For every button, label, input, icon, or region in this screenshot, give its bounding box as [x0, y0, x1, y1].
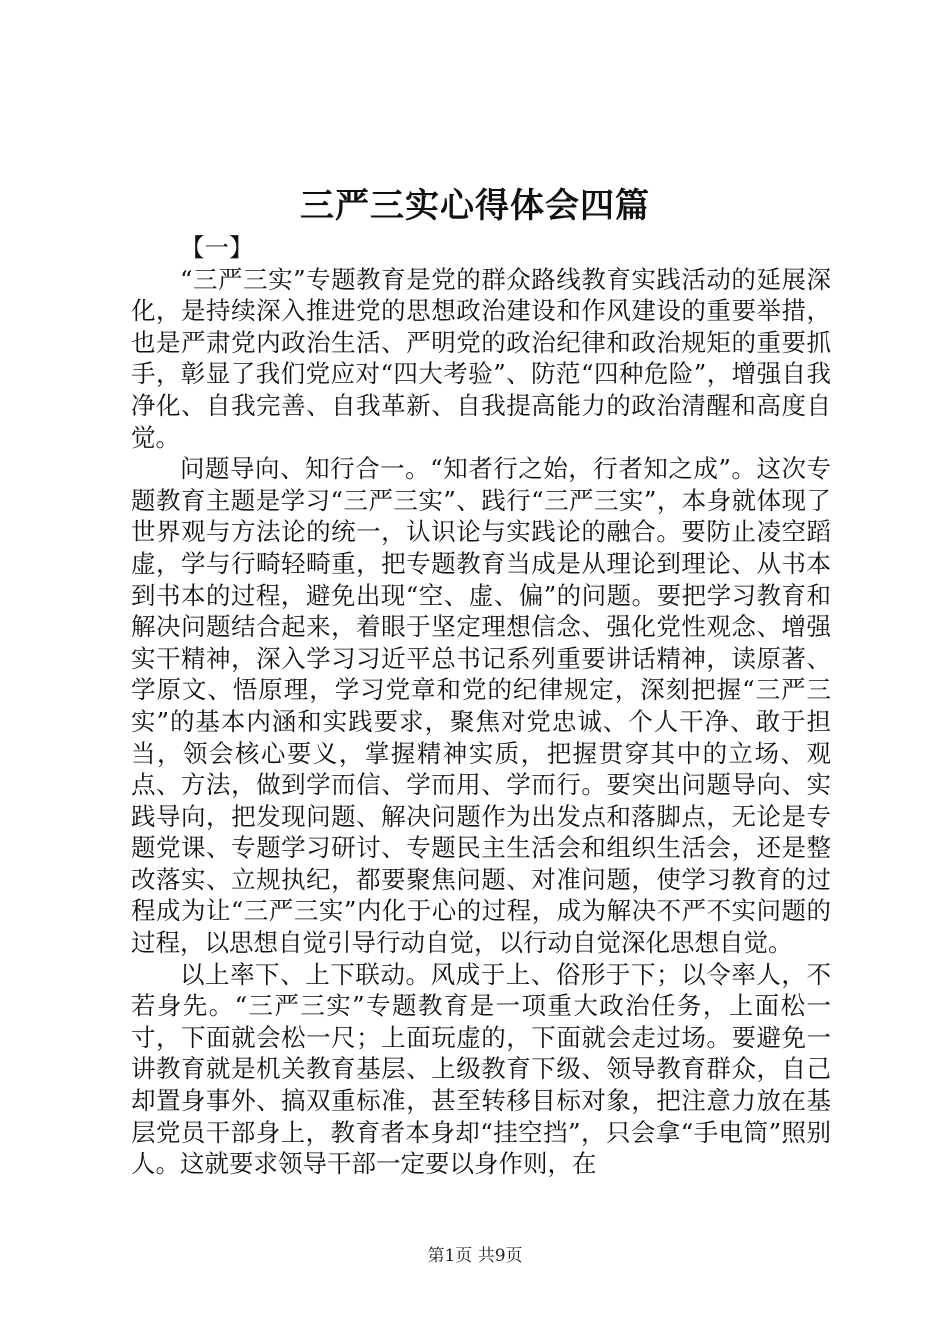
page-footer: 第1页 共9页 [427, 1246, 523, 1266]
paragraph-2: 问题导向、知行合一。“知者行之始，行者知之成”。这次专题教育主题是学习“三严三实”、践行“三严三实”，本身就体现了世界观与方法论的统一，认识论与实践论的融合。要防止凌空蹈虚，学与行畸轻畸重，把专题教育当成是从理论到理论、从书本到书本的过程，避免出现“空、虚、偏”的问题。要把学习教育和解决问题结合起来，着眼于坚定理想信念、强化党性观念、增强实干精神，深入学习习近平总书记系列重要讲话精神，读原著、学原文、悟原理，学习党章和党的纪律规定，深刻把握“三严三实”的基本内涵和实践要求，聚焦对党忠诚、个人干净、敢于担当，领会核心要义，掌握精神实质，把握贯穿其中的立场、观点、方法，做到学而信、学而用、学而行。要突出问题导向、实践导向，把发现问题、解决问题作为出发点和落脚点，无论是专题党课、专题学习研讨、专题民主生活会和组织生活会，还是整改落实、立规执纪，都要聚焦问题、对准问题，使学习教育的过程成为让“三严三实”内化于心的过程，成为解决不严不实问题的过程，以思想自觉引导行动自觉，以行动自觉深化思想自觉。 [131, 454, 831, 958]
paragraph-1: “三严三实”专题教育是党的群众路线教育实践活动的延展深化，是持续深入推进党的思想政治建设和作风建设的重要举措，也是严肃党内政治生活、严明党的政治纪律和政治规矩的重要抓手，彰显了我们党应对“四大考验”、防范“四种危险”，增强自我净化、自我完善、自我革新、自我提高能力的政治清醒和高度自觉。 [131, 264, 831, 452]
document-body [131, 232, 831, 1180]
paragraph-3: 以上率下、上下联动。风成于上、俗形于下；以令率人，不若身先。“三严三实”专题教育是一项重大政治任务，上面松一寸，下面就会松一尺；上面玩虚的，下面就会走过场。要避免一讲教育就是机关教育基层、上级教育下级、领导教育群众，自己却置身事外、搞双重标准，甚至转移目标对象，把注意力放在基层党员干部身上，教育者本身却“挂空挡”，只会拿“手电筒”照别人。这就要求领导干部一定要以身作则，在 [131, 959, 831, 1179]
section-heading: 【一】 [180, 233, 254, 262]
document-title: 三严三实心得体会四篇 [300, 186, 650, 226]
